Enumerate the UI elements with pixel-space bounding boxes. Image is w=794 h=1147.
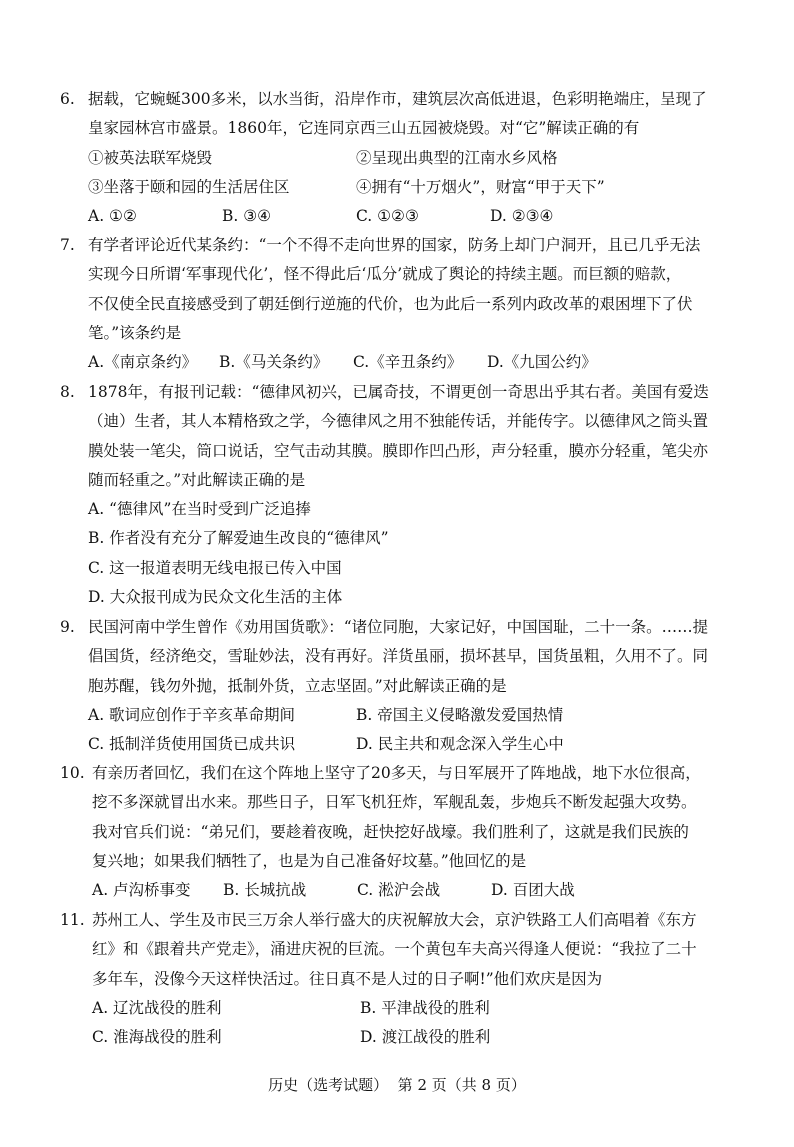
option-b[interactable]: B.《马关条约》 [219,353,329,372]
question-stem-line: （迪）生者，其人本精格致之学，今德律风之用不独能传话，并能传字。以德律风之筒头置 [88,412,709,431]
option-a[interactable]: A.《南京条约》 [88,353,198,372]
option-a[interactable]: A. ①② [88,207,137,226]
option-c[interactable]: C. 淮海战役的胜利 [92,1028,222,1047]
answer-options [60,876,740,905]
question-stem-line: 红》和《跟着共产党走》，涌进庆祝的巨流。一个黄包车夫高兴得逢人便说：“我拉了二十 [92,940,697,959]
option-d[interactable]: D. 渡江战役的胜利 [360,1028,491,1047]
statement-item: ④拥有“十万烟火”，财富“甲于天下” [356,177,605,196]
option-a[interactable]: A. “德律风”在当时受到广泛追捧 [88,500,311,519]
question-8 [60,378,740,612]
question-number: 10. [60,764,85,782]
question-stem-line: 胞苏醒，钱勿外抛，抵制外货，立志坚固。”对此解读正确的是 [88,676,507,695]
question-stem-line: 6. 据载，它蜿蜒300多米，以水当街，沿岸作市，建筑层次高低进退，色彩明艳端庄，呈现了 [60,85,740,114]
question-stem-line: 复兴地；如果我们牺牲了，也是为自己准备好坟墓。”他回忆的是 [92,851,527,870]
question-stem-line: 不仅使全民直接感受到了朝廷倒行逆施的代价，也为此后一系列内政改革的艰困埋下了伏 [88,294,693,313]
option-d[interactable]: D. ②③④ [490,207,554,226]
option-c[interactable]: C. ①②③ [356,207,419,226]
option-d[interactable]: D.《九国公约》 [487,353,597,372]
answer-options [60,495,740,612]
question-9 [60,613,740,759]
question-number: 9. [60,618,75,636]
option-b[interactable]: B. 长城抗战 [223,881,307,900]
option-b[interactable]: B. 作者没有充分了解爱迪生改良的“德律风” [88,529,389,548]
page-footer: 历史（选考试题） 第 2 页（共 8 页） [268,1076,526,1094]
question-stem-line: 倡国货，经济绝交，雪耻妙法，没有再好。洋货虽丽，损坏甚早，国货虽粗，久用不了。同 [88,647,709,666]
question-number: 6. [60,90,75,108]
question-stem-line: 11. 苏州工人、学生及市民三万余人举行盛大的庆祝解放大会，京沪铁路工人们高唱着《东方 [60,906,740,935]
option-c[interactable]: C.《辛丑条约》 [353,353,463,372]
question-stem-line: 10. 有亲历者回忆，我们在这个阵地上坚守了20多天，与日军展开了阵地战，地下水位很高， [60,759,740,788]
question-10 [60,759,740,905]
question-11 [60,906,740,1052]
question-6 [60,85,740,231]
option-b[interactable]: B. 平津战役的胜利 [360,998,490,1017]
option-d[interactable]: D. 百团大战 [491,881,575,900]
question-7 [60,231,740,377]
statement-items [60,144,740,203]
option-a[interactable]: A. 歌词应创作于辛亥革命期间 [88,705,296,724]
question-stem-line: 膜处装一笔尖，筒口说话，空气击动其膜。膜即作凹凸形，声分轻重，膜亦分轻重，笔尖亦 [88,441,709,460]
question-number: 11. [60,911,85,929]
question-stem-line: 实现今日所谓‘军事现代化’，怪不得此后‘瓜分’就成了舆论的持续主题。而巨额的赔款， [88,265,682,284]
question-stem-line: 8. 1878年，有报刊记载：“德律风初兴，已属奇技，不谓更创一奇思出乎其右者。美国有爱迭 [60,378,740,407]
statement-item: ③坐落于颐和园的生活居住区 [88,177,290,196]
option-a[interactable]: A. 辽沈战役的胜利 [92,998,222,1017]
statement-item: ①被英法联军烧毁 [88,148,213,167]
question-stem-line: 挖不多深就冒出水来。那些日子，日军飞机狂炸，军舰乱轰，步炮兵不断发起强大攻势。 [92,793,697,812]
answer-options [60,701,740,760]
question-number: 8. [60,383,75,401]
answer-options [60,994,740,1053]
option-d[interactable]: D. 大众报刊成为民众文化生活的主体 [88,588,343,607]
question-stem-line: 9. 民国河南中学生曾作《劝用国货歌》：“诸位同胞，大家记好，中国国耻，二十一条。……提 [60,613,740,642]
option-d[interactable]: D. 民主共和观念深入学生心中 [356,735,564,754]
question-stem-line: 随而轻重之。”对此解读正确的是 [88,470,306,489]
question-stem-line: 我对官兵们说：“弟兄们，要趁着夜晚，赶快挖好战壕。我们胜利了，这就是我们民族的 [92,822,689,841]
answer-options [60,202,740,231]
question-stem-line: 笔。”该条约是 [88,323,182,342]
question-number: 7. [60,236,75,254]
option-c[interactable]: C. 淞沪会战 [357,881,441,900]
question-stem-line: 7. 有学者评论近代某条约：“一个不得不走向世界的国家，防务上却门户洞开，且已几乎无法 [60,231,740,260]
option-c[interactable]: C. 这一报道表明无线电报已传入中国 [88,558,342,577]
answer-options [60,348,740,377]
option-a[interactable]: A. 卢沟桥事变 [92,881,191,900]
option-b[interactable]: B. ③④ [222,207,272,226]
statement-item: ②呈现出典型的江南水乡风格 [356,148,558,167]
question-stem-line: 皇家园林宫市盛景。1860年，它连同京西三山五园被烧毁。对“它”解读正确的有 [88,119,640,138]
option-c[interactable]: C. 抵制洋货使用国货已成共识 [88,735,296,754]
question-stem-line: 多年车，没像今天这样快活过。往日真不是人过的日子啊!”他们欢庆是因为 [92,969,603,988]
option-b[interactable]: B. 帝国主义侵略激发爱国热情 [356,705,564,724]
